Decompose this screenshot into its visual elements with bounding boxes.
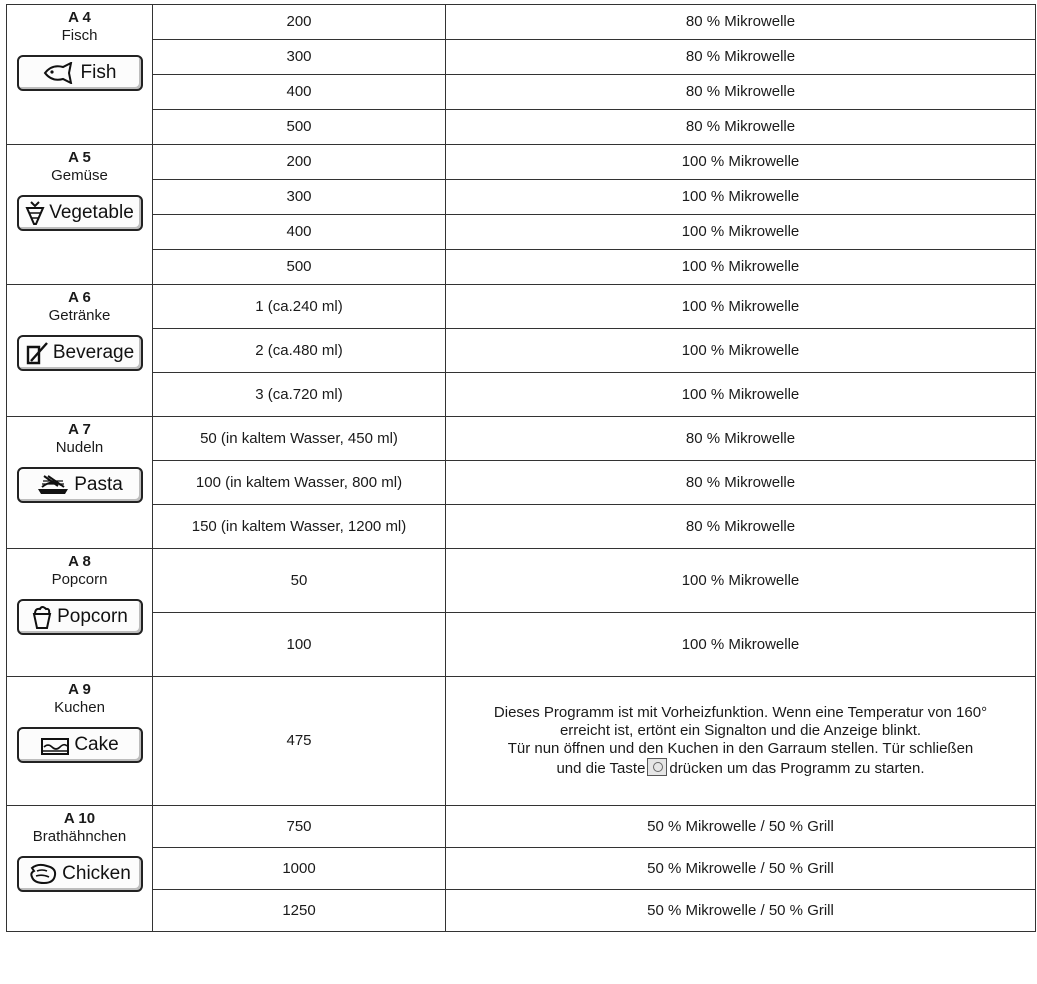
program-button[interactable] [17, 599, 143, 635]
popcorn-icon [31, 605, 57, 629]
table-row [7, 215, 1036, 250]
program-button[interactable] [17, 856, 143, 892]
program-code: A 8 [68, 553, 91, 570]
setting-cell: 80 % Mikrowelle [446, 40, 1036, 75]
fish-icon [43, 62, 81, 84]
table-row [7, 806, 1036, 848]
weight-cell: 500 [153, 110, 446, 145]
program-code: A 5 [68, 149, 91, 166]
setting-cell: 80 % Mikrowelle [446, 417, 1036, 461]
program-name: Brathähnchen [32, 828, 127, 845]
weight-cell: 300 [153, 180, 446, 215]
setting-cell: 100 % Mikrowelle [446, 613, 1036, 677]
setting-cell: 80 % Mikrowelle [446, 75, 1036, 110]
table-row [7, 285, 1036, 329]
program-button-label: Beverage [52, 342, 135, 363]
weight-cell: 1 (ca.240 ml) [153, 285, 446, 329]
program-code: A 4 [68, 9, 91, 26]
setting-cell: 80 % Mikrowelle [446, 5, 1036, 40]
program-name: Nudeln [55, 439, 104, 456]
weight-cell: 3 (ca.720 ml) [153, 373, 446, 417]
program-code: A 6 [68, 289, 91, 306]
weight-cell: 2 (ca.480 ml) [153, 329, 446, 373]
weight-cell: 400 [153, 215, 446, 250]
setting-text-after: drücken um das Programm zu starten. [669, 760, 925, 777]
program-cell [7, 677, 153, 806]
cake-icon [40, 734, 74, 756]
table-row [7, 5, 1036, 40]
table-row [7, 677, 1036, 806]
weight-cell: 150 (in kaltem Wasser, 1200 ml) [153, 505, 446, 549]
table-row [7, 890, 1036, 932]
program-code: A 7 [68, 421, 91, 438]
table-row [7, 110, 1036, 145]
program-name: Getränke [48, 307, 111, 324]
table-row [7, 417, 1036, 461]
program-button[interactable] [17, 727, 143, 763]
table-row [7, 848, 1036, 890]
pasta-icon [36, 474, 74, 496]
program-button-label: Popcorn [57, 606, 128, 627]
weight-cell: 300 [153, 40, 446, 75]
quick-start-key-icon [647, 758, 667, 776]
program-button-label: Fish [80, 62, 117, 83]
weight-cell: 50 [153, 549, 446, 613]
weight-cell: 750 [153, 806, 446, 848]
program-cell [7, 806, 153, 932]
chicken-icon [28, 862, 62, 886]
setting-cell: 100 % Mikrowelle [446, 215, 1036, 250]
program-button[interactable] [17, 195, 143, 231]
setting-cell: 100 % Mikrowelle [446, 250, 1036, 285]
setting-cell: 100 % Mikrowelle [446, 180, 1036, 215]
setting-cell: 80 % Mikrowelle [446, 505, 1036, 549]
table-row [7, 373, 1036, 417]
program-name: Fisch [61, 27, 98, 44]
program-button-label: Vegetable [49, 202, 134, 223]
program-name: Popcorn [51, 571, 108, 588]
weight-cell: 100 [153, 613, 446, 677]
weight-cell: 1000 [153, 848, 446, 890]
weight-cell: 100 (in kaltem Wasser, 800 ml) [153, 461, 446, 505]
setting-text: Dieses Programm ist mit Vorheizfunktion. Wenn eine Temperatur von 160° erreicht ist, ertönt ein Signalton und die Anzeige blinkt. Tür nun öffnen und den Kuchen in den Garraum stellen. Tür schließen [493, 704, 988, 757]
table-row [7, 549, 1036, 613]
program-button[interactable] [17, 335, 143, 371]
setting-cell: 80 % Mikrowelle [446, 110, 1036, 145]
program-cell [7, 285, 153, 417]
table-row [7, 250, 1036, 285]
weight-cell: 400 [153, 75, 446, 110]
program-button[interactable] [17, 55, 143, 91]
program-code: A 9 [68, 681, 91, 698]
weight-cell: 1250 [153, 890, 446, 932]
table-row [7, 613, 1036, 677]
setting-cell: 50 % Mikrowelle / 50 % Grill [446, 806, 1036, 848]
program-code: A 10 [63, 810, 96, 827]
setting-cell: 100 % Mikrowelle [446, 285, 1036, 329]
setting-cell: 80 % Mikrowelle [446, 461, 1036, 505]
program-button-label: Pasta [74, 474, 123, 495]
program-name: Gemüse [51, 167, 108, 184]
program-table-body [7, 5, 1036, 932]
setting-cell: 100 % Mikrowelle [446, 145, 1036, 180]
vegetable-icon [25, 200, 49, 226]
weight-cell: 200 [153, 5, 446, 40]
setting-cell: 100 % Mikrowelle [446, 373, 1036, 417]
table-row [7, 329, 1036, 373]
setting-cell: 100 % Mikrowelle [446, 329, 1036, 373]
table-row [7, 180, 1036, 215]
program-button-label: Chicken [62, 863, 131, 884]
program-table [6, 4, 1036, 932]
table-row [7, 75, 1036, 110]
setting-cell: 50 % Mikrowelle / 50 % Grill [446, 848, 1036, 890]
program-name: Kuchen [54, 699, 105, 716]
setting-cell: 100 % Mikrowelle [446, 549, 1036, 613]
weight-cell: 475 [153, 677, 446, 806]
table-row [7, 505, 1036, 549]
setting-cell [446, 677, 1036, 806]
program-cell [7, 5, 153, 145]
program-button[interactable] [17, 467, 143, 503]
program-cell [7, 145, 153, 285]
beverage-icon [25, 341, 53, 365]
program-cell [7, 549, 153, 677]
table-row [7, 145, 1036, 180]
program-cell [7, 417, 153, 549]
weight-cell: 500 [153, 250, 446, 285]
setting-text-end: und die Taste [556, 760, 646, 777]
table-row [7, 461, 1036, 505]
table-row [7, 40, 1036, 75]
program-button-label: Cake [74, 734, 119, 755]
weight-cell: 200 [153, 145, 446, 180]
weight-cell: 50 (in kaltem Wasser, 450 ml) [153, 417, 446, 461]
setting-cell: 50 % Mikrowelle / 50 % Grill [446, 890, 1036, 932]
